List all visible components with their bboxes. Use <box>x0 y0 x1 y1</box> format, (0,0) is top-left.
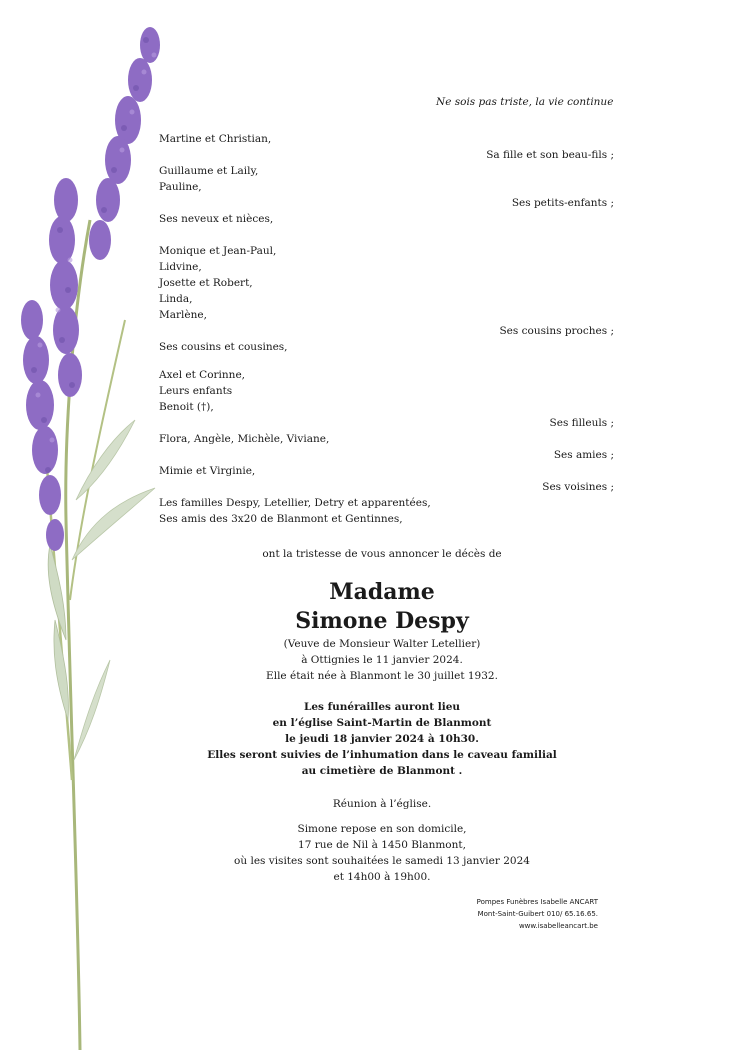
visits-line: 17 rue de Nil à 1450 Blanmont, <box>298 839 466 851</box>
family-line: Ses amis des 3x20 de Blanmont et Gentinnes, <box>159 513 403 525</box>
visits-line: où les visites sont souhaitées le samedi 13 janvier 2024 <box>234 855 530 867</box>
motto: Ne sois pas triste, la vie continue <box>436 96 614 108</box>
family-line: Linda, <box>159 293 193 305</box>
visits-line: et 14h00 à 19h00. <box>333 871 431 883</box>
visits-line: Simone repose en son domicile, <box>297 823 467 835</box>
family-line: Mimie et Virginie, <box>159 465 256 477</box>
funeral-home-name: Pompes Funèbres Isabelle ANCART <box>476 898 598 906</box>
relation-label: Ses voisines ; <box>542 481 614 493</box>
reunion-line: Réunion à l’église. <box>332 798 432 810</box>
announcement: ont la tristesse de vous annoncer le décès de <box>262 548 502 560</box>
funeral-line: le jeudi 18 janvier 2024 à 10h30. <box>285 733 479 745</box>
family-line: Josette et Robert, <box>159 277 253 289</box>
family-line: Les familles Despy, Letellier, Detry et apparentées, <box>159 497 431 509</box>
funeral-line: Elles seront suivies de l’inhumation dans le caveau familial <box>207 749 557 761</box>
relation-label: Ses filleuls ; <box>549 417 614 429</box>
relation-label: Ses petits-enfants ; <box>511 197 614 209</box>
family-line: Axel et Corinne, <box>159 369 245 381</box>
deceased-name: Simone Despy <box>295 608 469 634</box>
family-line: Benoit (†), <box>159 401 214 413</box>
family-line: Marlène, <box>159 309 207 321</box>
relation-label: Ses cousins proches ; <box>499 325 614 337</box>
funeral-line: Les funérailles auront lieu <box>303 701 461 713</box>
family-line: Guillaume et Laily, <box>159 165 259 177</box>
family-line: Martine et Christian, <box>159 133 272 145</box>
family-line: Monique et Jean-Paul, <box>159 245 277 257</box>
family-line: Ses cousins et cousines, <box>159 341 288 353</box>
lavender-illustration <box>0 0 170 1053</box>
widow-line: (Veuve de Monsieur Walter Letellier) <box>283 638 481 650</box>
relation-label: Ses amies ; <box>553 449 614 461</box>
funeral-line: au cimetière de Blanmont . <box>301 765 463 777</box>
funeral-line: en l’église Saint-Martin de Blanmont <box>272 717 492 729</box>
family-line: Lidvine, <box>159 261 202 273</box>
relation-label: Sa fille et son beau-fils ; <box>486 149 614 161</box>
family-line: Flora, Angèle, Michèle, Viviane, <box>159 433 330 445</box>
birth-line: Elle était née à Blanmont le 30 juillet 1932. <box>266 670 498 682</box>
deceased-title: Madame <box>329 579 435 605</box>
funeral-home-website: www.isabelleancart.be <box>518 922 598 930</box>
family-line: Ses neveux et nièces, <box>159 213 274 225</box>
family-line: Leurs enfants <box>159 385 233 397</box>
family-line: Pauline, <box>159 181 202 193</box>
funeral-home-phone: Mont-Saint-Guibert 010/ 65.16.65. <box>477 910 598 918</box>
death-line: à Ottignies le 11 janvier 2024. <box>301 654 463 666</box>
